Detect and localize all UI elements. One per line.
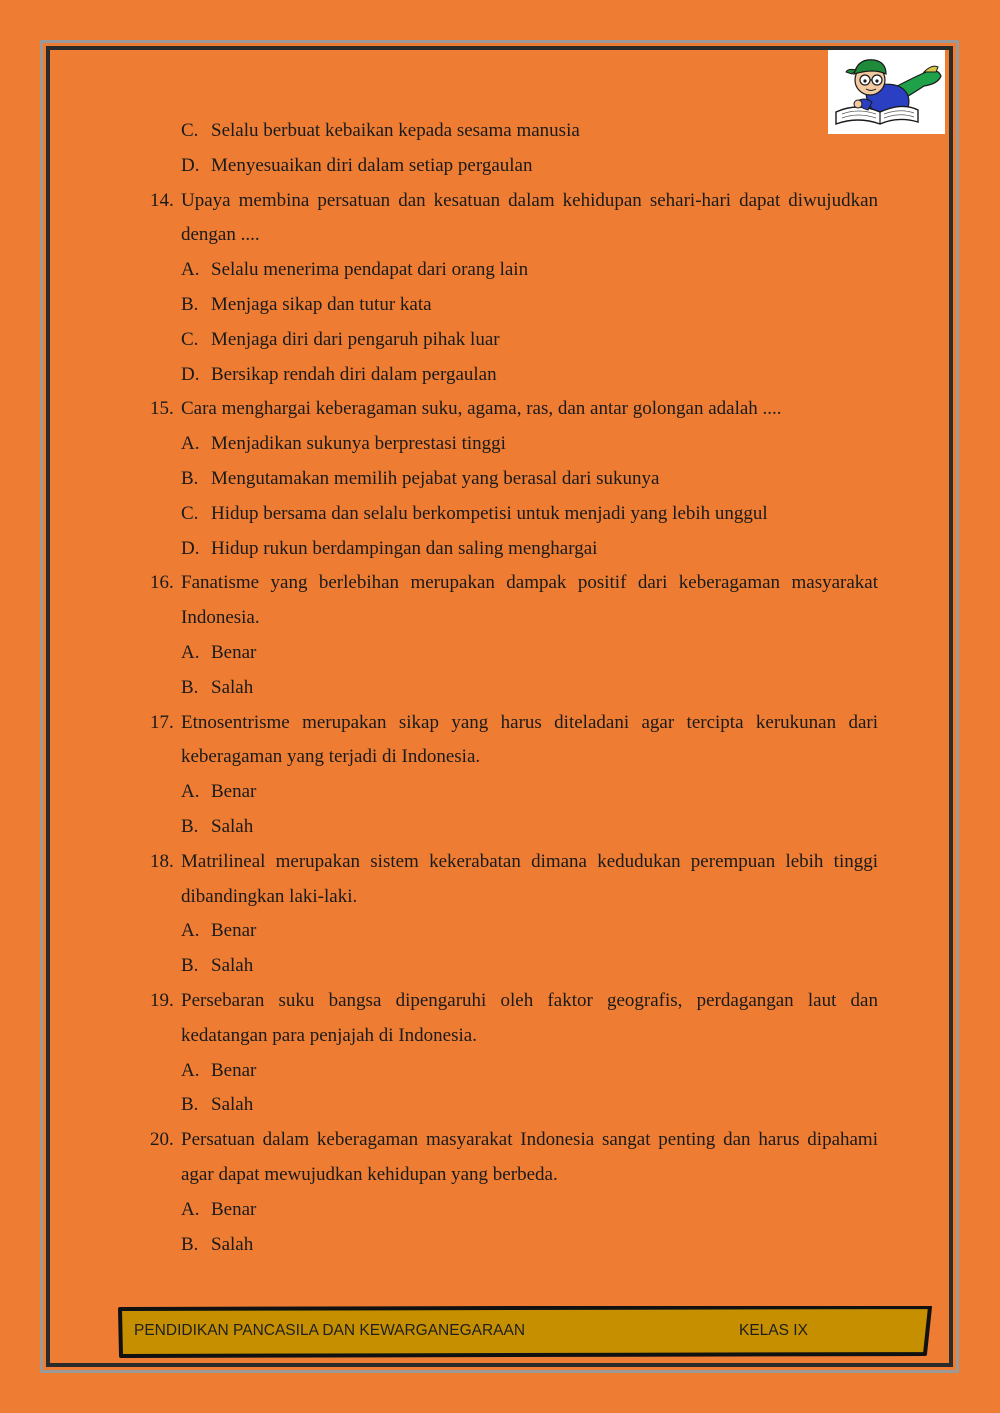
- option-text: Menjadikan sukunya berprestasi tinggi: [211, 433, 506, 455]
- option-text: Menyesuaikan diri dalam setiap pergaulan: [211, 154, 533, 176]
- option-letter: B.: [181, 676, 199, 698]
- option-letter: B.: [181, 955, 199, 977]
- question-text: Persebaran suku bangsa dipengaruhi oleh faktor geografis, perdagangan laut dan kedatangan para penjajah di Indonesia.: [181, 989, 878, 1046]
- option-item: [150, 288, 878, 323]
- option-letter: C.: [181, 502, 199, 524]
- option-text: Hidup bersama dan selalu berkompetisi untuk menjadi yang lebih unggul: [211, 502, 768, 524]
- option-item: [150, 914, 878, 949]
- option-text: Selalu berbuat kebaikan kepada sesama manusia: [211, 120, 580, 141]
- question-17: [150, 706, 878, 776]
- question-text: Etnosentrisme merupakan sikap yang harus diteladani agar tercipta kerukunan dari keberagaman yang terjadi di Indonesia.: [181, 711, 878, 768]
- option-letter: C.: [181, 120, 199, 141]
- option-item: [150, 358, 878, 393]
- option-item: [150, 1193, 878, 1228]
- option-item: [150, 532, 878, 567]
- question-18: [150, 845, 878, 915]
- option-text: Benar: [211, 781, 257, 803]
- option-item: [150, 949, 878, 984]
- option-letter: A.: [181, 1059, 200, 1081]
- question-number: 18.: [150, 850, 174, 872]
- option-letter: A.: [181, 1198, 200, 1220]
- option-text: Selalu menerima pendapat dari orang lain: [211, 259, 529, 281]
- option-text: Salah: [211, 1233, 254, 1255]
- option-item: [150, 1228, 878, 1263]
- option-text: Salah: [211, 815, 254, 837]
- option-item: [150, 253, 878, 288]
- option-letter: A.: [181, 920, 200, 942]
- option-item: [150, 149, 878, 184]
- option-text: Mengutamakan memilih pejabat yang berasal dari sukunya: [211, 467, 660, 489]
- option-letter: D.: [181, 537, 200, 559]
- option-letter: D.: [181, 363, 200, 385]
- option-text: Benar: [211, 1198, 257, 1220]
- option-letter: B.: [181, 1094, 199, 1116]
- option-letter: A.: [181, 781, 200, 803]
- option-item: [150, 323, 878, 358]
- question-20: [150, 1123, 878, 1193]
- option-item: [150, 427, 878, 462]
- question-text: Upaya membina persatuan dan kesatuan dalam kehidupan sehari-hari dapat diwujudkan dengan ....: [181, 189, 878, 246]
- footer-subject: PENDIDIKAN PANCASILA DAN KEWARGANEGARAAN: [134, 1322, 526, 1339]
- option-item: [150, 671, 878, 706]
- option-text: Benar: [211, 920, 257, 942]
- option-letter: B.: [181, 1233, 199, 1255]
- option-letter: B.: [181, 815, 199, 837]
- option-item: [150, 636, 878, 671]
- option-item: [150, 1088, 878, 1123]
- question-19: [150, 984, 878, 1054]
- option-text: Benar: [211, 1059, 257, 1081]
- option-text: Hidup rukun berdampingan dan saling menghargai: [211, 537, 598, 559]
- question-number: 14.: [150, 189, 174, 211]
- option-text: Bersikap rendah diri dalam pergaulan: [211, 363, 497, 385]
- question-14: [150, 184, 878, 254]
- question-number: 20.: [150, 1129, 174, 1151]
- question-16: [150, 566, 878, 636]
- question-text: Fanatisme yang berlebihan merupakan dampak positif dari keberagaman masyarakat Indonesia.: [181, 572, 878, 629]
- option-item: [150, 114, 878, 149]
- option-text: Menjaga diri dari pengaruh pihak luar: [211, 328, 500, 350]
- option-letter: A.: [181, 433, 200, 455]
- question-15: [150, 392, 878, 427]
- option-item: [150, 810, 878, 845]
- option-letter: B.: [181, 467, 199, 489]
- option-letter: A.: [181, 641, 200, 663]
- question-number: 15.: [150, 398, 174, 420]
- option-letter: D.: [181, 154, 200, 176]
- option-item: [150, 775, 878, 810]
- option-letter: A.: [181, 259, 200, 281]
- option-text: Benar: [211, 641, 257, 663]
- option-letter: B.: [181, 293, 199, 315]
- question-number: 19.: [150, 989, 174, 1011]
- option-item: [150, 462, 878, 497]
- option-text: Salah: [211, 676, 254, 698]
- option-text: Salah: [211, 955, 254, 977]
- option-text: Salah: [211, 1094, 254, 1116]
- question-list: [150, 114, 878, 1262]
- question-text: Matrilineal merupakan sistem kekerabatan dimana kedudukan perempuan lebih tinggi dibandingkan laki-laki.: [181, 850, 878, 907]
- option-item: [150, 1054, 878, 1089]
- question-number: 16.: [150, 572, 174, 594]
- question-number: 17.: [150, 711, 174, 733]
- question-text: Persatuan dalam keberagaman masyarakat Indonesia sangat penting dan harus dipahami agar dapat mewujudkan kehidupan yang berbeda.: [181, 1129, 878, 1185]
- option-item: [150, 497, 878, 532]
- option-text: Menjaga sikap dan tutur kata: [211, 293, 432, 315]
- question-text: Cara menghargai keberagaman suku, agama, ras, dan antar golongan adalah ....: [181, 398, 782, 420]
- option-letter: C.: [181, 328, 199, 350]
- footer-grade: KELAS IX: [739, 1322, 808, 1339]
